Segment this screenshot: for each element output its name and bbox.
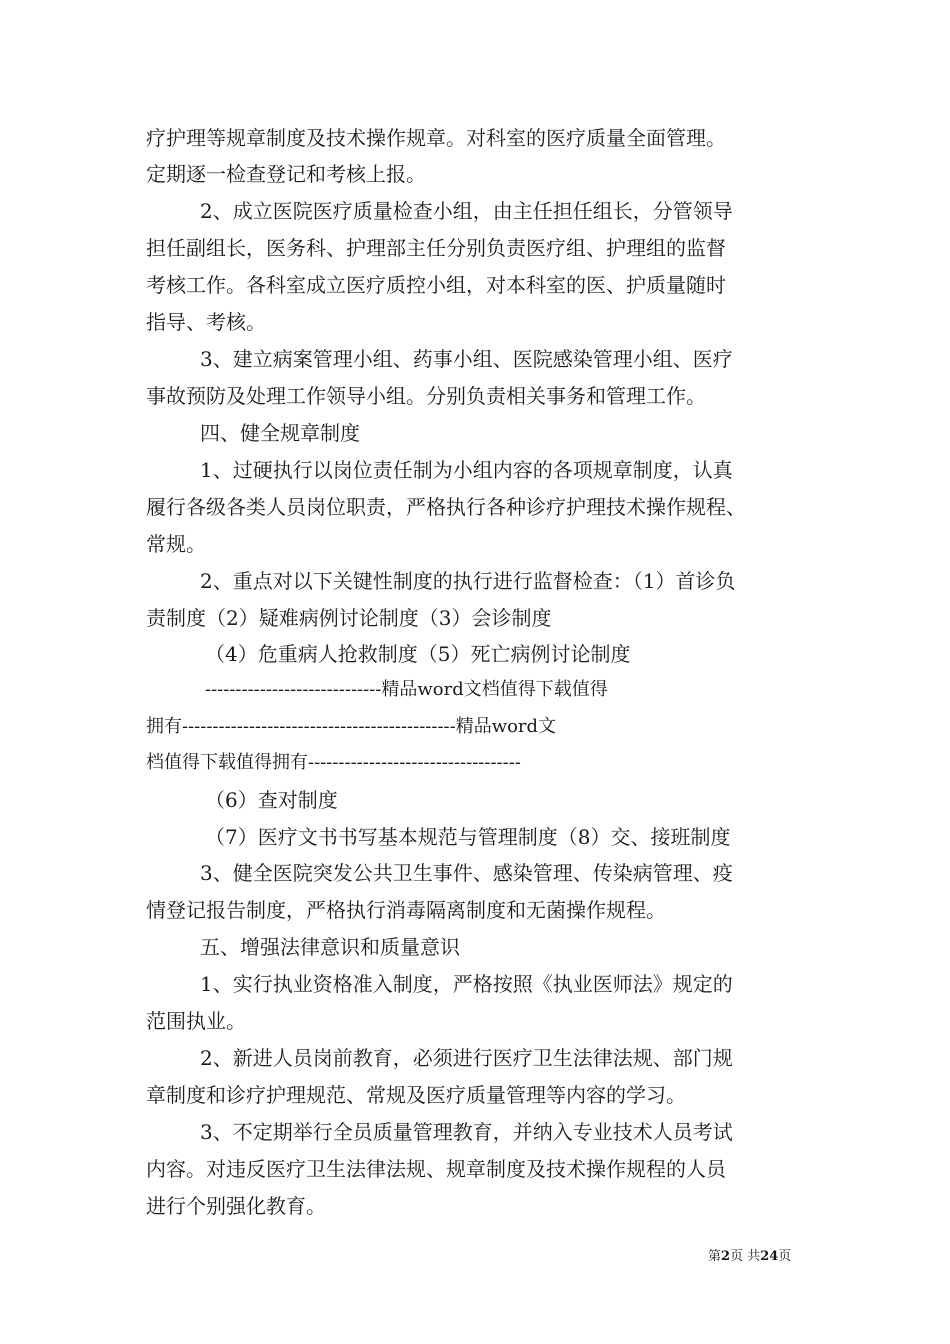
- text-line: 疗护理等规章制度及技术操作规章。对科室的医疗质量全面管理。: [146, 126, 726, 150]
- text-line: 情登记报告制度，严格执行消毒隔离制度和无菌操作规程。: [146, 898, 666, 922]
- text-line: 责制度（2）疑难病例讨论制度（3）会诊制度: [146, 606, 552, 630]
- text-line: 章制度和诊疗护理规范、常规及医疗质量管理等内容的学习。: [146, 1083, 686, 1107]
- text-line: （6）查对制度: [205, 788, 338, 812]
- text-line: 3、不定期举行全员质量管理教育，并纳入专业技术人员考试: [200, 1120, 733, 1144]
- text-line: 1、过硬执行以岗位责任制为小组内容的各项规章制度，认真: [200, 458, 733, 482]
- text-line: 常规。: [146, 532, 206, 556]
- text-line: 1、实行执业资格准入制度，严格按照《执业医师法》规定的: [200, 972, 733, 996]
- text-line: 定期逐一检查登记和考核上报。: [146, 162, 426, 186]
- text-line: 考核工作。各科室成立医疗质控小组，对本科室的医、护质量随时: [146, 273, 726, 297]
- text-line: 2、成立医院医疗质量检查小组，由主任担任组长，分管领导: [200, 199, 733, 223]
- total-pages: 24: [760, 1249, 779, 1264]
- watermark-line: 档值得下载值得拥有-----------------------------------: [146, 752, 521, 773]
- page-number: 2: [721, 1249, 731, 1264]
- text-line: 2、新进人员岗前教育，必须进行医疗卫生法律法规、部门规: [200, 1046, 733, 1070]
- text-line: 事故预防及处理工作领导小组。分别负责相关事务和管理工作。: [146, 384, 706, 408]
- footer-middle: 页 共: [730, 1249, 761, 1264]
- section-heading: 四、健全规章制度: [200, 421, 360, 445]
- text-line: （7）医疗文书书写基本规范与管理制度（8）交、接班制度: [205, 825, 731, 849]
- footer-suffix: 页: [778, 1249, 792, 1264]
- text-line: 范围执业。: [146, 1009, 246, 1033]
- footer-prefix: 第: [708, 1249, 722, 1264]
- section-heading: 五、增强法律意识和质量意识: [200, 935, 460, 959]
- text-line: 指导、考核。: [146, 310, 266, 334]
- text-line: 3、建立病案管理小组、药事小组、医院感染管理小组、医疗: [200, 347, 733, 371]
- text-line: （4）危重病人抢救制度（5）死亡病例讨论制度: [205, 642, 631, 666]
- text-line: 2、重点对以下关键性制度的执行进行监督检查：（1）首诊负: [200, 569, 736, 593]
- text-line: 担任副组长，医务科、护理部主任分别负责医疗组、护理组的监督: [146, 236, 726, 260]
- text-line: 内容。对违反医疗卫生法律法规、规章制度及技术操作规程的人员: [146, 1157, 726, 1181]
- page-footer: [708, 1248, 791, 1266]
- text-line: 3、健全医院突发公共卫生事件、感染管理、传染病管理、疫: [200, 861, 733, 885]
- text-line: 进行个别强化教育。: [146, 1194, 326, 1218]
- text-line: 履行各级各类人员岗位职责，严格执行各种诊疗护理技术操作规程、: [146, 495, 746, 519]
- watermark-line: 拥有---------------------------------------------精品word文: [146, 716, 557, 737]
- watermark-line: -----------------------------精品word文档值得下载值得: [205, 679, 608, 700]
